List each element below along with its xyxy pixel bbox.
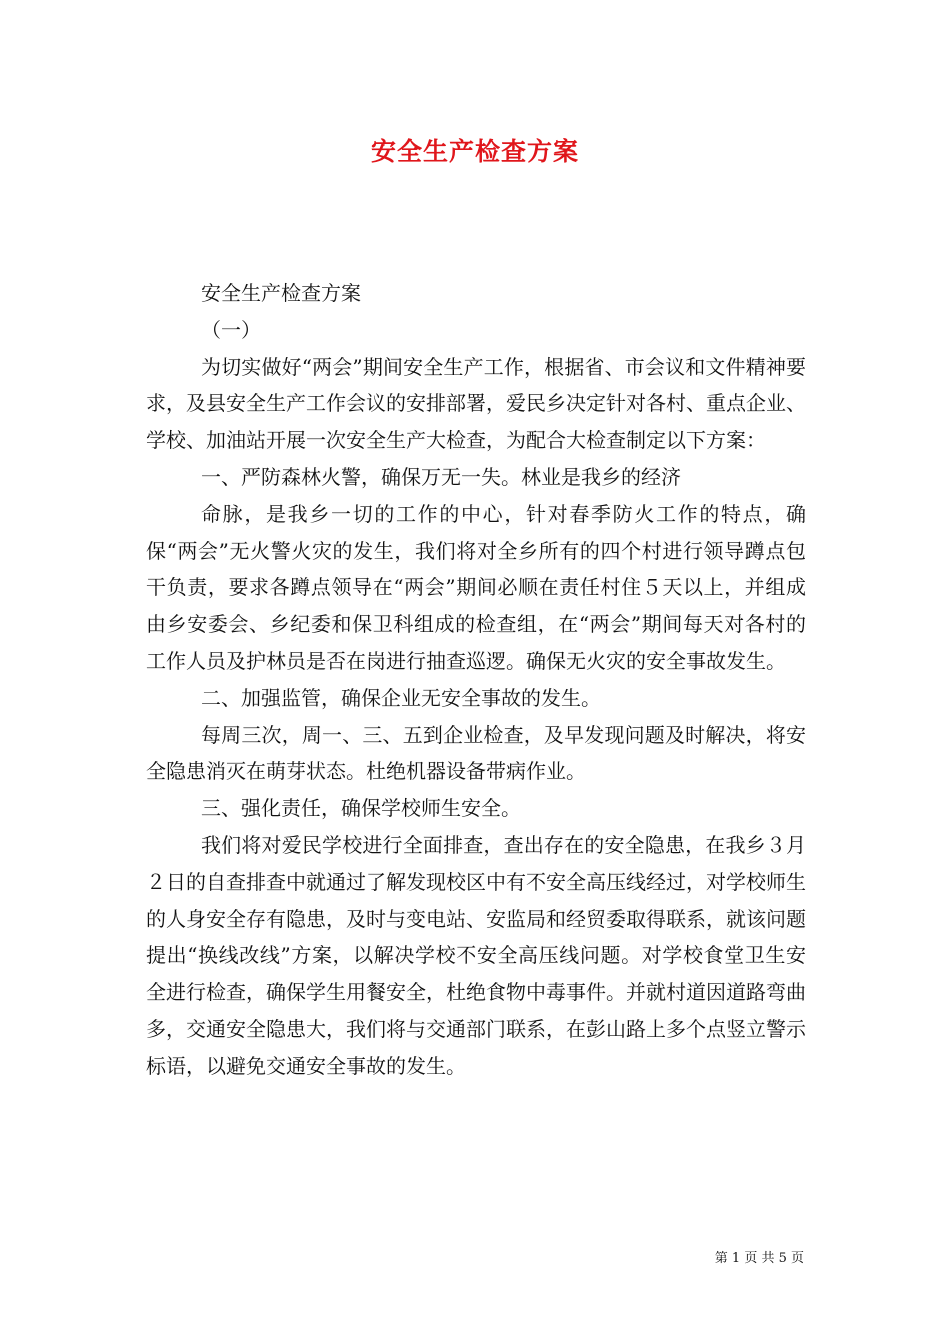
paragraph-section-number: （一） xyxy=(201,317,261,342)
paragraph-heading: 安全生产检查方案 xyxy=(201,281,361,305)
paragraph-item-2-title: 二、加强监管，确保企业无安全事故的发生。 xyxy=(201,685,601,710)
paragraph-item-3-title: 三、强化责任，确保学校师生安全。 xyxy=(201,796,521,821)
document-body xyxy=(146,275,806,1085)
page-title: 安全生产检查方案 xyxy=(370,137,579,166)
paragraph-item-2-body: 每周三次，周一、三、五到企业检查，及早发现问题及时解决，将安全隐患消灭在萌芽状态。杜绝机器设备带病作业。 xyxy=(146,722,806,784)
paragraph-intro: 为切实做好“两会”期间安全生产工作，根据省、市会议和文件精神要求，及县安全生产工作会议的安排部署，爱民乡决定针对各村、重点企业、学校、加油站开展一次安全生产大检查，为配合大检查制定以下方案： xyxy=(146,354,806,453)
paragraph-item-1-body: 命脉，是我乡一切的工作的中心，针对春季防火工作的特点，确保“两会”无火警火灾的发生，我们将对全乡所有的四个村进行领导蹲点包干负责，要求各蹲点领导在“两会”期间必顺在责任村住５天以上，并组成由乡安委会、乡纪委和保卫科组成的检查组，在“两会”期间每天对各村的工作人员及护林员是否在岗进行抽查巡逻。确保无火灾的安全事故发生。 xyxy=(146,501,806,673)
paragraph-item-3-body: 我们将对爱民学校进行全面排查，查出存在的安全隐患，在我乡３月２日的自查排查中就通过了解发现校区中有不安全高压线经过，对学校师生的人身安全存有隐患，及时与变电站、安监局和经贸委取得联系，就该问题提出“换线改线”方案，以解决学校不安全高压线问题。对学校食堂卫生安全进行检查，确保学生用餐安全，杜绝食物中毒事件。并就村道因道路弯曲多，交通安全隐患大，我们将与交通部门联系，在彭山路上多个点竖立警示标语，以避免交通安全事故的发生。 xyxy=(146,832,806,1078)
page-indicator: 第 1 页 共 5 页 xyxy=(714,1251,804,1266)
paragraph-item-1-title: 一、严防森林火警，确保万无一失。林业是我乡的经济 xyxy=(201,464,681,489)
